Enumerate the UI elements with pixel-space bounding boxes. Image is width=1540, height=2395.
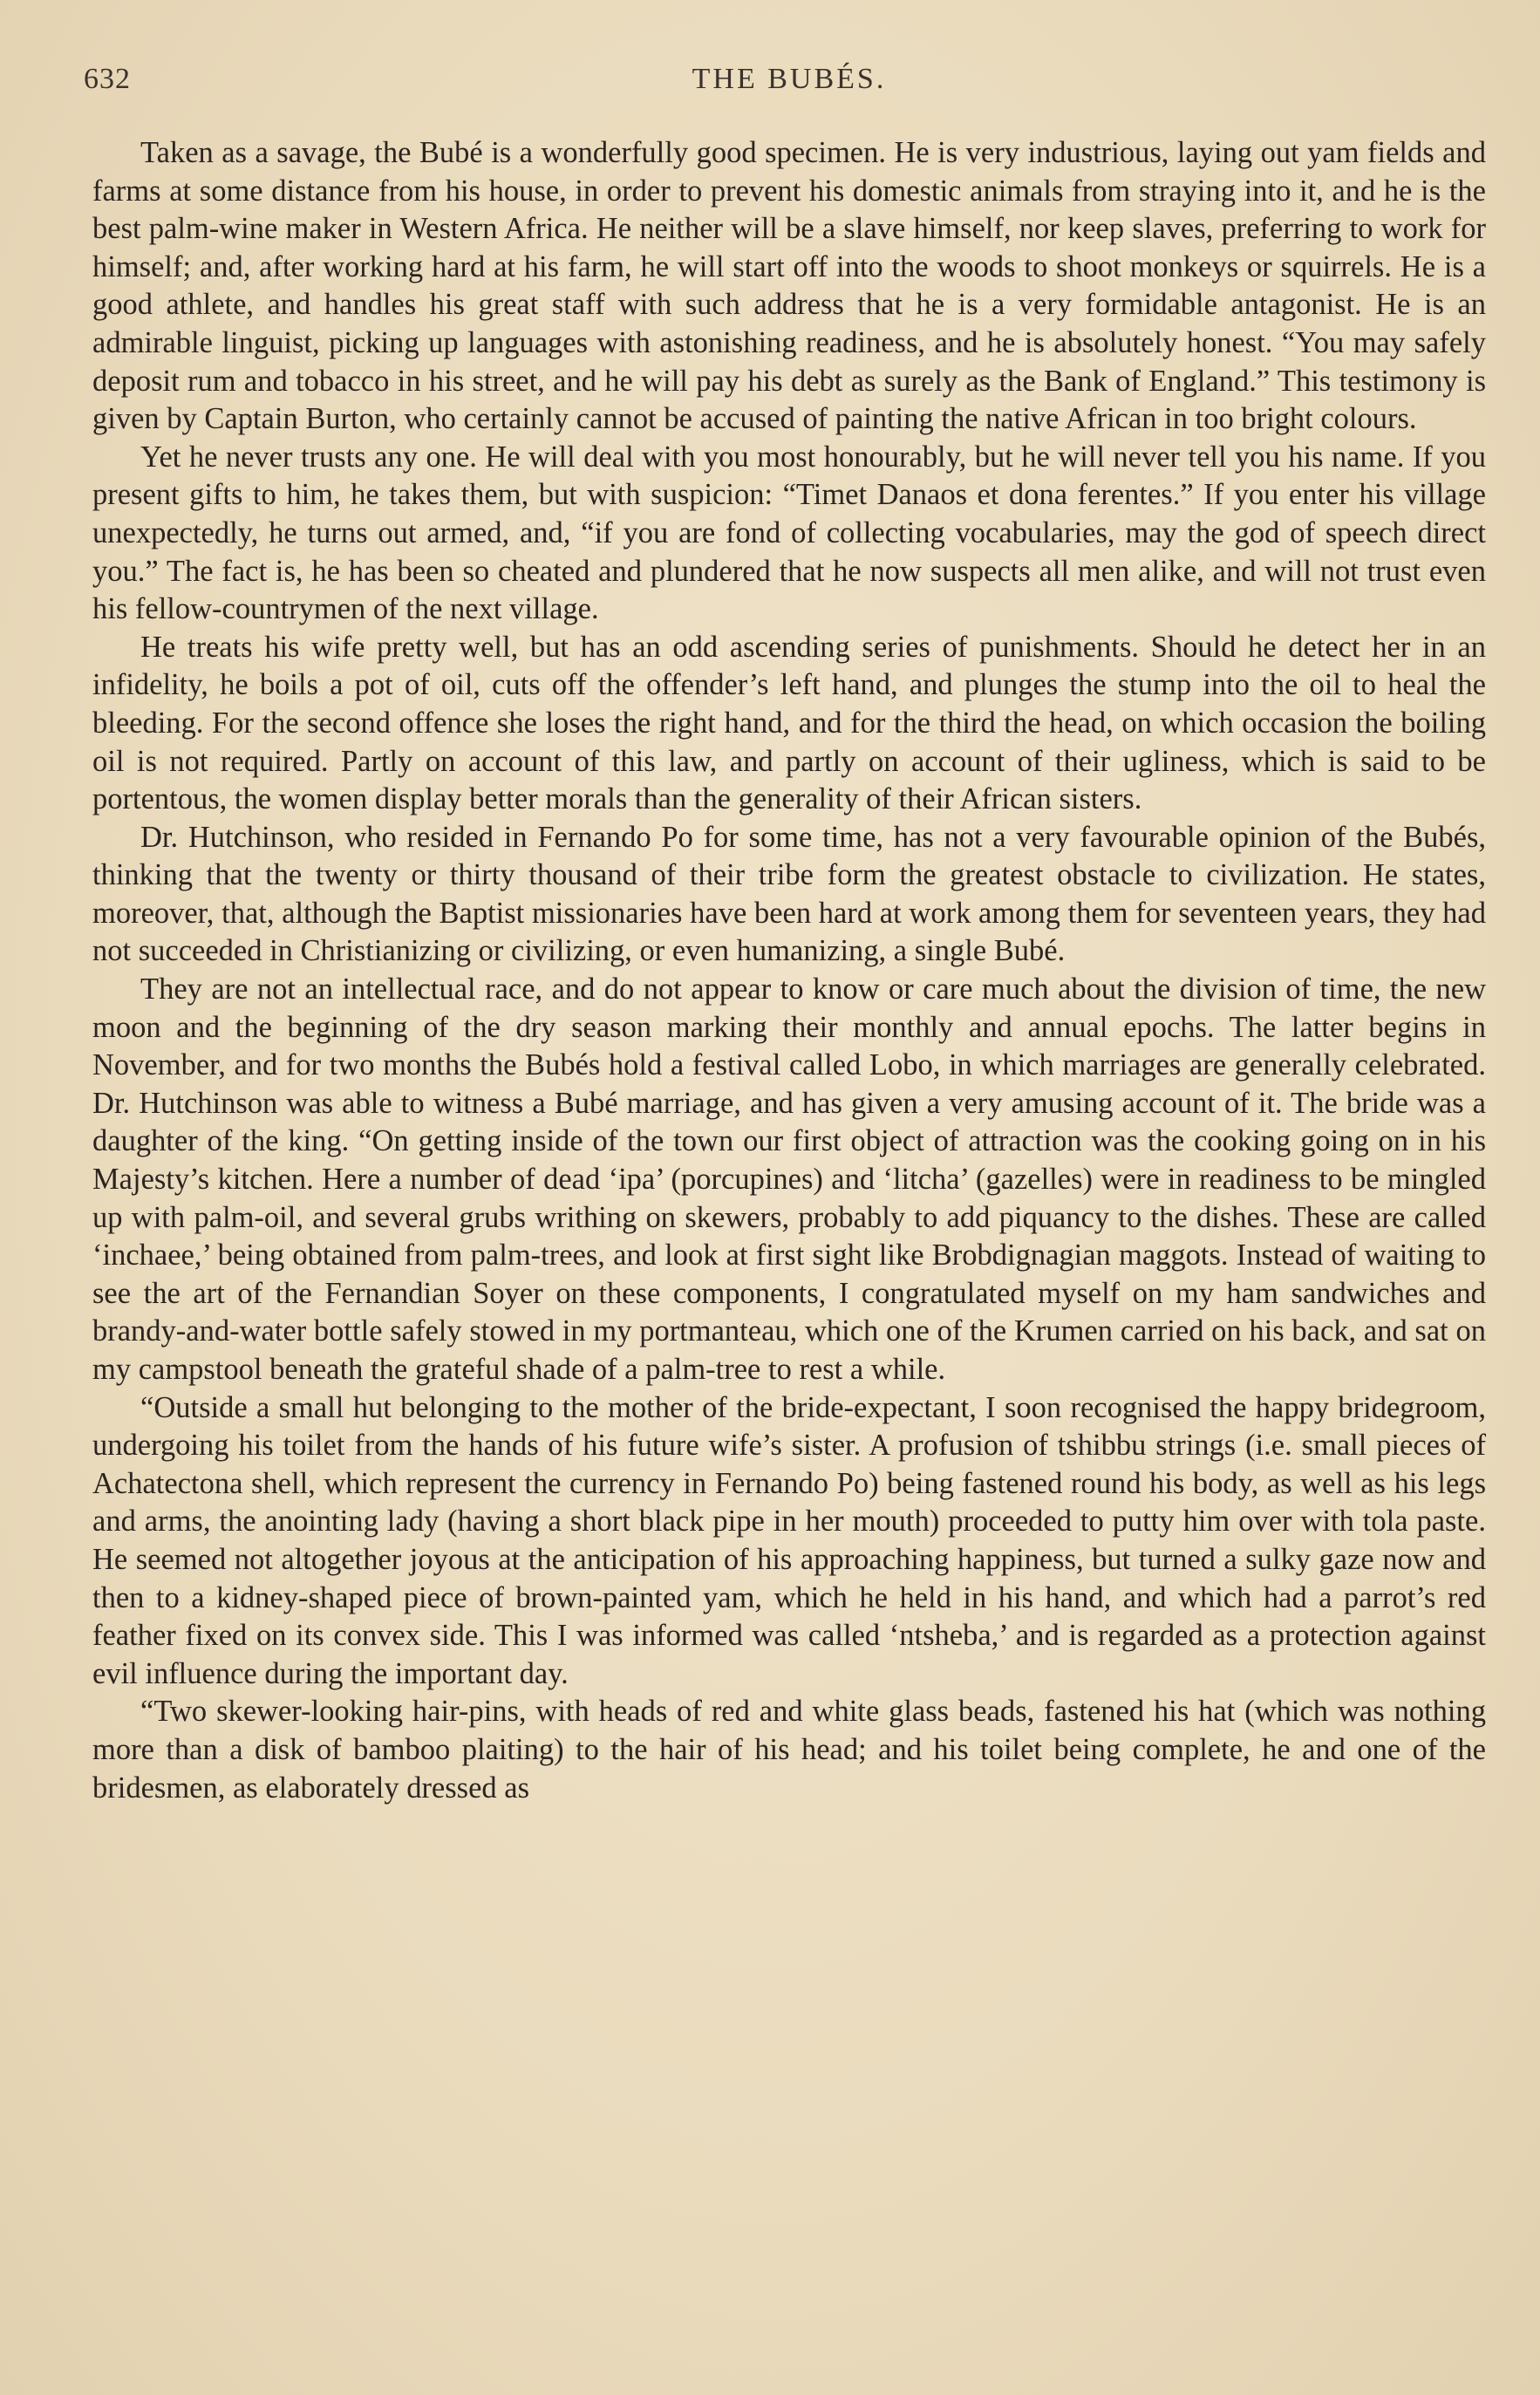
paragraph-2: Yet he never trusts any one. He will deal with you most honourably, but he will never tell you his name. If you present gifts to him, he takes them, but with suspicion: “Timet Danaos et dona ferentes.” If you enter his village unexpectedly, he turns out armed, and, “if you are fond of collecting vocabularies, may the god of speech direct you.” The fact is, he has been so cheated and plundered that he now suspects all men alike, and will not trust even his fellow-countrymen of the next village.: [92, 440, 1486, 626]
page-number: 632: [84, 63, 131, 95]
paragraph-4: Dr. Hutchinson, who resided in Fernando Po for some time, has not a very favourable opinion of the Bubés, thinking that the twenty or thirty thousand of their tribe form the greatest obstacle to civilization. He states, moreover, that, although the Baptist missionaries have been hard at work among them for seventeen years, they had not succeeded in Christianizing or civilizing, or even humanizing, a single Bubé.: [92, 820, 1486, 968]
body-text: [92, 134, 1486, 1807]
running-title: THE BUBÉS.: [692, 63, 887, 95]
paragraph-7: “Two skewer-looking hair-pins, with heads of red and white glass beads, fastened his hat (which was nothing more than a disk of bamboo plaiting) to the hair of his head; and his toilet being complete, he and one of the bridesmen, as elaborately dressed as: [92, 1695, 1486, 1805]
paragraph-6: “Outside a small hut belonging to the mother of the bride-expectant, I soon recognised the happy bridegroom, undergoing his toilet from the hands of his future wife’s sister. A profusion of tshibbu strings (i.e. small pieces of Achatectona shell, which represent the currency in Fernando Po) being fastened round his body, as well as his legs and arms, the anointing lady (having a short black pipe in her mouth) proceeded to putty him over with tola paste. He seemed not altogether joyous at the anticipation of his approaching happiness, but turned a sulky gaze now and then to a kidney-shaped piece of brown-painted yam, which he held in his hand, and which had a parrot’s red feather fixed on its convex side. This I was informed was called ‘ntsheba,’ and is regarded as a protection against evil influence during the important day.: [92, 1390, 1486, 1690]
paragraph-1: Taken as a savage, the Bubé is a wonderfully good specimen. He is very industrious, laying out yam fields and farms at some distance from his house, in order to prevent his domestic animals from straying into it, and he is the best palm-wine maker in Western Africa. He neither will be a slave himself, nor keep slaves, preferring to work for himself; and, after working hard at his farm, he will start off into the woods to shoot monkeys or squirrels. He is a good athlete, and handles his great staff with such address that he is a very formidable antagonist. He is an admirable linguist, picking up languages with astonishing readiness, and he is absolutely honest. “You may safely deposit rum and tobacco in his street, and he will pay his debt as surely as the Bank of England.” This testimony is given by Captain Burton, who certainly cannot be accused of painting the native African in too bright colours.: [92, 136, 1486, 436]
paragraph-3: He treats his wife pretty well, but has an odd ascending series of punishments. Should he detect her in an infidelity, he boils a pot of oil, cuts off the offender’s left hand, and plunges the stump into the oil to heal the bleeding. For the second offence she loses the right hand, and for the third the head, on which occasion the boiling oil is not required. Partly on account of this law, and partly on account of their ugliness, which is said to be portentous, the women display better morals than the generality of their African sisters.: [92, 630, 1486, 816]
paragraph-5: They are not an intellectual race, and do not appear to know or care much about the division of time, the new moon and the beginning of the dry season marking their monthly and annual epochs. The latter begins in November, and for two months the Bubés hold a festival called Lobo, in which marriages are generally celebrated. Dr. Hutchinson was able to witness a Bubé marriage, and has given a very amusing account of it. The bride was a daughter of the king. “On getting inside of the town our first object of attraction was the cooking going on in his Majesty’s kitchen. Here a number of dead ‘ipa’ (porcupines) and ‘litcha’ (gazelles) were in readiness to be mingled up with palm-oil, and several grubs writhing on skewers, probably to add piquancy to the dishes. These are called ‘inchaee,’ being obtained from palm-trees, and look at first sight like Brobdignagian maggots. Instead of waiting to see the art of the Fernandian Soyer on these components, I congratulated myself on my ham sandwiches and brandy-and-water bottle safely stowed in my portmanteau, which one of the Krumen carried on his back, and sat on my campstool beneath the grateful shade of a palm-tree to rest a while.: [92, 972, 1486, 1386]
page-header: [84, 63, 1495, 115]
